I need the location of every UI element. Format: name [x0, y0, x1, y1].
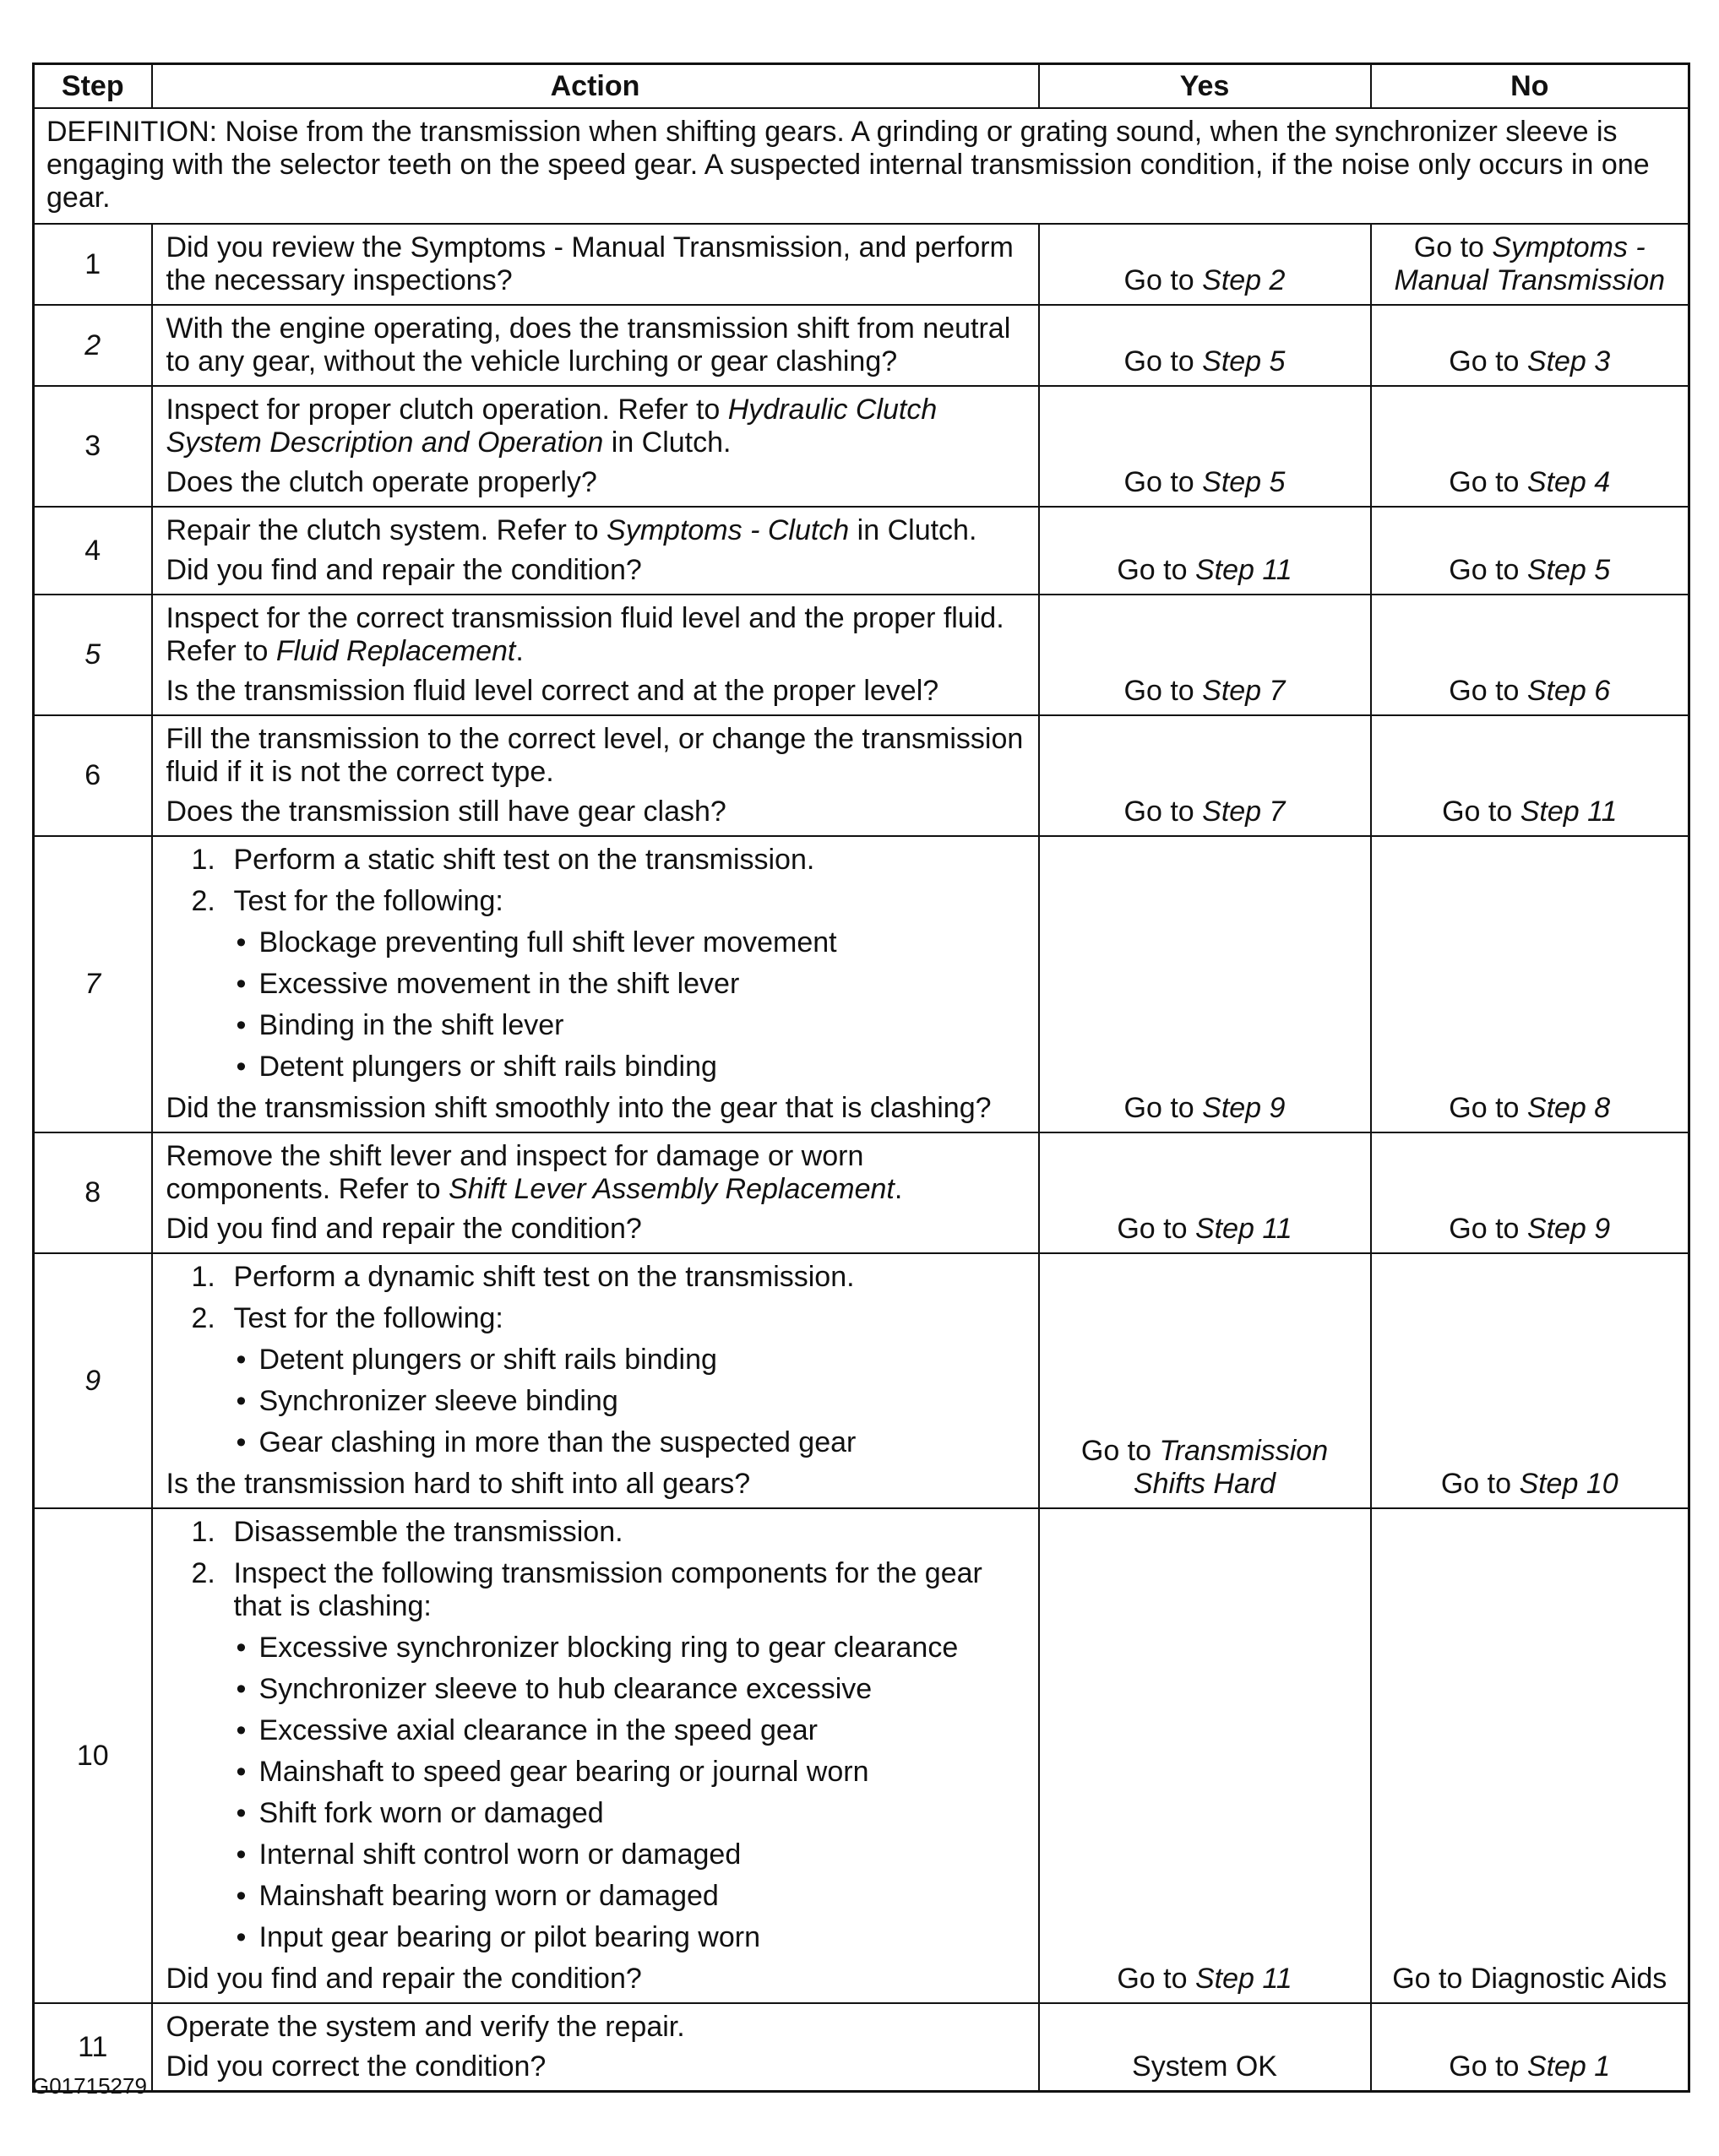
instruction-text: Remove the shift lever and inspect for damage or worn components. Refer to: [166, 1140, 864, 1205]
question-text: With the engine operating, does the transmission shift from neutral to any gear, without the vehicle lurching or gear clashing?: [166, 312, 1011, 377]
bullet-text: Blockage preventing full shift lever movement: [258, 926, 837, 959]
bullet-text: Excessive movement in the shift lever: [258, 968, 740, 1000]
instruction-suffix: .: [515, 635, 524, 667]
no-prefix: Go to: [1413, 231, 1493, 263]
step-action: [152, 836, 1039, 1132]
no-link[interactable]: Step 3: [1526, 345, 1611, 377]
bullet-text: Shift fork worn or damaged: [258, 1797, 604, 1829]
step-row-10: [34, 1508, 1689, 2003]
yes-prefix: Go to: [1123, 796, 1203, 828]
no-link[interactable]: Step 11: [1520, 796, 1618, 828]
figure-code: G01715279: [32, 2073, 147, 2099]
bullet-text: Synchronizer sleeve binding: [258, 1385, 618, 1417]
no-link[interactable]: Step 8: [1526, 1092, 1611, 1124]
bullet-icon: •: [236, 1756, 247, 1788]
step-number: 11: [34, 2003, 152, 2092]
yes-prefix: Go to: [1123, 264, 1203, 296]
step-row-9: [34, 1253, 1689, 1508]
yes-prefix: Go to: [1117, 554, 1195, 586]
no-cell: [1371, 507, 1689, 595]
yes-cell: [1039, 386, 1371, 507]
step-action: [152, 386, 1039, 507]
no-prefix: Go to: [1440, 1468, 1520, 1500]
bullet-icon: •: [236, 1385, 247, 1417]
step-number: 8: [34, 1132, 152, 1253]
bullet-icon: •: [236, 1632, 247, 1664]
question-text: Does the transmission still have gear clash?: [166, 796, 726, 828]
yes-cell: [1039, 2003, 1371, 2092]
step-number: 5: [34, 595, 152, 715]
step-row-3: [34, 386, 1689, 507]
no-prefix: Go to: [1442, 796, 1520, 828]
no-prefix: Go to: [1449, 2050, 1527, 2083]
instruction-text: Operate the system and verify the repair.: [166, 2011, 685, 2043]
bullet-icon: •: [236, 968, 247, 1000]
step-number: 7: [34, 836, 152, 1132]
bullet-icon: •: [236, 1051, 247, 1083]
list-text: Perform a static shift test on the transmission.: [233, 844, 815, 876]
step-action: [152, 595, 1039, 715]
bullet-item: [166, 1714, 1026, 1747]
yes-link[interactable]: Step 9: [1202, 1092, 1286, 1124]
bullet-item: [166, 1756, 1026, 1789]
step-number: 3: [34, 386, 152, 507]
bullet-item: [166, 926, 1026, 959]
question-text: Did you find and repair the condition?: [166, 1213, 642, 1245]
step-number: 2: [34, 305, 152, 386]
question-text: Does the clutch operate properly?: [166, 466, 597, 498]
no-link[interactable]: Go to Diagnostic Aids: [1392, 1963, 1667, 1995]
instruction-suffix: in Clutch.: [603, 426, 732, 459]
no-cell: [1371, 305, 1689, 386]
question-text: Did you review the Symptoms - Manual Transmission, and perform the necessary inspections?: [166, 231, 1014, 296]
diagnostic-table: [32, 62, 1690, 2093]
instruction-text: Inspect for the correct transmission fluid level and the proper fluid. Refer to: [166, 602, 1004, 667]
bullet-item: [166, 968, 1026, 1001]
bullet-icon: •: [236, 1344, 247, 1376]
list-text: Test for the following:: [233, 885, 503, 917]
bullet-text: Detent plungers or shift rails binding: [258, 1344, 717, 1376]
no-prefix: Go to: [1449, 554, 1527, 586]
bullet-icon: •: [236, 1714, 247, 1746]
reference-link[interactable]: Shift Lever Assembly Replacement: [449, 1173, 895, 1205]
bullet-text: Binding in the shift lever: [258, 1009, 564, 1041]
no-prefix: Go to: [1449, 466, 1527, 498]
bullet-icon: •: [236, 1009, 247, 1041]
bullet-text: Excessive synchronizer blocking ring to gear clearance: [258, 1632, 959, 1664]
bullet-item: [166, 1632, 1026, 1665]
bullet-text: Gear clashing in more than the suspected gear: [258, 1426, 857, 1458]
list-number: 2.: [191, 885, 215, 917]
yes-cell: [1039, 1508, 1371, 2003]
bullet-text: Synchronizer sleeve to hub clearance excessive: [258, 1673, 873, 1705]
bullet-item: [166, 1426, 1026, 1459]
list-number: 1.: [191, 1261, 215, 1293]
list-item: [166, 1516, 1026, 1549]
list-number: 1.: [191, 1516, 215, 1548]
bullet-item: [166, 1921, 1026, 1954]
bullet-text: Mainshaft to speed gear bearing or journal worn: [258, 1756, 869, 1788]
step-number: 10: [34, 1508, 152, 2003]
yes-cell: [1039, 305, 1371, 386]
definition-text: DEFINITION: Noise from the transmission when shifting gears. A grinding or grating sound, when the synchronizer sleeve is engaging with the selector teeth on the speed gear. A suspected internal transmission condition, if the noise only occurs in one gear.: [34, 108, 1689, 224]
bullet-text: Mainshaft bearing worn or damaged: [258, 1880, 719, 1912]
bullet-text: Detent plungers or shift rails binding: [258, 1051, 717, 1083]
no-link[interactable]: Step 9: [1526, 1213, 1611, 1245]
no-cell: [1371, 595, 1689, 715]
yes-link[interactable]: Step 5: [1202, 466, 1286, 498]
definition-row: [34, 108, 1689, 224]
yes-cell: [1039, 1132, 1371, 1253]
list-text: Inspect the following transmission components for the gear that is clashing:: [233, 1557, 982, 1622]
no-link[interactable]: Step 10: [1519, 1468, 1618, 1500]
reference-link[interactable]: Fluid Replacement: [275, 635, 516, 667]
yes-prefix: Go to: [1117, 1963, 1195, 1995]
yes-link[interactable]: Step 2: [1202, 264, 1286, 296]
step-row-5: [34, 595, 1689, 715]
no-link[interactable]: Symptoms -: [1492, 231, 1646, 263]
step-action: [152, 224, 1039, 305]
list-item: [166, 1302, 1026, 1335]
step-row-4: [34, 507, 1689, 595]
yes-cell: [1039, 836, 1371, 1132]
instruction-text: Repair the clutch system. Refer to: [166, 514, 607, 546]
bullet-item: [166, 1797, 1026, 1830]
instruction-suffix: in Clutch.: [849, 514, 977, 546]
question-text: Did you find and repair the condition?: [166, 1963, 642, 1995]
header-row: [34, 64, 1689, 109]
bullet-item: [166, 1838, 1026, 1871]
list-text: Disassemble the transmission.: [233, 1516, 623, 1548]
bullet-icon: •: [236, 1426, 247, 1458]
step-action: [152, 305, 1039, 386]
step-number: 6: [34, 715, 152, 836]
no-cell: [1371, 715, 1689, 836]
list-item: [166, 844, 1026, 877]
question-text: Is the transmission fluid level correct and at the proper level?: [166, 675, 939, 707]
yes-link[interactable]: Step 11: [1194, 1963, 1292, 1995]
no-prefix: Go to: [1449, 1092, 1527, 1124]
yes-link[interactable]: Step 7: [1202, 675, 1286, 707]
no-link[interactable]: Step 4: [1526, 466, 1611, 498]
step-row-1: [34, 224, 1689, 305]
question-text: Is the transmission hard to shift into all gears?: [166, 1468, 751, 1500]
bullet-item: [166, 1880, 1026, 1913]
yes-link[interactable]: Step 5: [1202, 345, 1286, 377]
no-link-cont[interactable]: Manual Transmission: [1394, 264, 1666, 296]
question-text: Did the transmission shift smoothly into the gear that is clashing?: [166, 1092, 992, 1124]
step-action: [152, 1132, 1039, 1253]
bullet-text: Internal shift control worn or damaged: [258, 1838, 742, 1871]
diagnostic-document: [32, 62, 1688, 2093]
bullet-icon: •: [236, 1921, 247, 1953]
step-row-7: [34, 836, 1689, 1132]
bullet-text: Excessive axial clearance in the speed gear: [258, 1714, 818, 1746]
no-cell: [1371, 1132, 1689, 1253]
bullet-item: [166, 1009, 1026, 1042]
question-text: Did you correct the condition?: [166, 2050, 547, 2083]
yes-cell: [1039, 507, 1371, 595]
yes-prefix: Go to: [1123, 675, 1203, 707]
list-number: 2.: [191, 1302, 215, 1334]
yes-result: System OK: [1132, 2050, 1277, 2083]
yes-prefix: Go to: [1117, 1213, 1195, 1245]
no-cell: [1371, 1508, 1689, 2003]
yes-link-cont[interactable]: Shifts Hard: [1133, 1468, 1276, 1500]
yes-link[interactable]: Step 7: [1202, 796, 1286, 828]
bullet-item: [166, 1673, 1026, 1706]
step-action: [152, 715, 1039, 836]
bullet-icon: •: [236, 1673, 247, 1705]
no-prefix: Go to: [1449, 1213, 1527, 1245]
bullet-item: [166, 1051, 1026, 1083]
yes-link[interactable]: Step 11: [1194, 554, 1292, 586]
yes-prefix: Go to: [1080, 1435, 1160, 1467]
yes-cell: [1039, 715, 1371, 836]
list-item: [166, 1557, 1026, 1623]
step-action: [152, 1508, 1039, 2003]
yes-cell: [1039, 595, 1371, 715]
list-number: 1.: [191, 844, 215, 876]
no-cell: [1371, 836, 1689, 1132]
bullet-icon: •: [236, 1797, 247, 1829]
yes-prefix: Go to: [1123, 345, 1203, 377]
no-link[interactable]: Step 6: [1526, 675, 1611, 707]
question-text: Did you find and repair the condition?: [166, 554, 642, 586]
bullet-icon: •: [236, 1880, 247, 1912]
bullet-icon: •: [236, 1838, 247, 1871]
header-step: Step: [34, 64, 152, 109]
yes-link[interactable]: Transmission: [1159, 1435, 1329, 1467]
reference-link[interactable]: Hydraulic Clutch System Description and Operation: [166, 394, 938, 459]
step-row-11: [34, 2003, 1689, 2092]
no-cell: [1371, 2003, 1689, 2092]
yes-cell: [1039, 1253, 1371, 1508]
header-yes: Yes: [1039, 64, 1371, 109]
no-link[interactable]: Step 5: [1526, 554, 1611, 586]
yes-prefix: Go to: [1123, 1092, 1203, 1124]
step-number: 1: [34, 224, 152, 305]
bullet-item: [166, 1385, 1026, 1418]
list-text: Perform a dynamic shift test on the transmission.: [233, 1261, 855, 1293]
step-row-6: [34, 715, 1689, 836]
yes-link[interactable]: Step 11: [1194, 1213, 1292, 1245]
step-number: 4: [34, 507, 152, 595]
step-row-8: [34, 1132, 1689, 1253]
yes-cell: [1039, 224, 1371, 305]
bullet-item: [166, 1344, 1026, 1377]
no-cell: [1371, 1253, 1689, 1508]
yes-prefix: Go to: [1123, 466, 1203, 498]
step-action: [152, 1253, 1039, 1508]
step-number: 9: [34, 1253, 152, 1508]
instruction-suffix: .: [894, 1173, 903, 1205]
list-item: [166, 1261, 1026, 1294]
step-action: [152, 507, 1039, 595]
no-cell: [1371, 224, 1689, 305]
header-action: Action: [152, 64, 1039, 109]
list-item: [166, 885, 1026, 918]
no-prefix: Go to: [1449, 345, 1527, 377]
step-action: [152, 2003, 1039, 2092]
bullet-text: Input gear bearing or pilot bearing worn: [258, 1921, 760, 1953]
instruction-text: Fill the transmission to the correct level, or change the transmission fluid if it is not the correct type.: [166, 723, 1024, 788]
list-number: 2.: [191, 1557, 215, 1589]
header-no: No: [1371, 64, 1689, 109]
no-cell: [1371, 386, 1689, 507]
instruction-text: Inspect for proper clutch operation. Refer to: [166, 394, 728, 426]
no-prefix: Go to: [1449, 675, 1527, 707]
list-text: Test for the following:: [233, 1302, 503, 1334]
step-row-2: [34, 305, 1689, 386]
reference-link[interactable]: Symptoms - Clutch: [607, 514, 850, 546]
bullet-icon: •: [236, 926, 247, 959]
no-link[interactable]: Step 1: [1526, 2050, 1611, 2083]
